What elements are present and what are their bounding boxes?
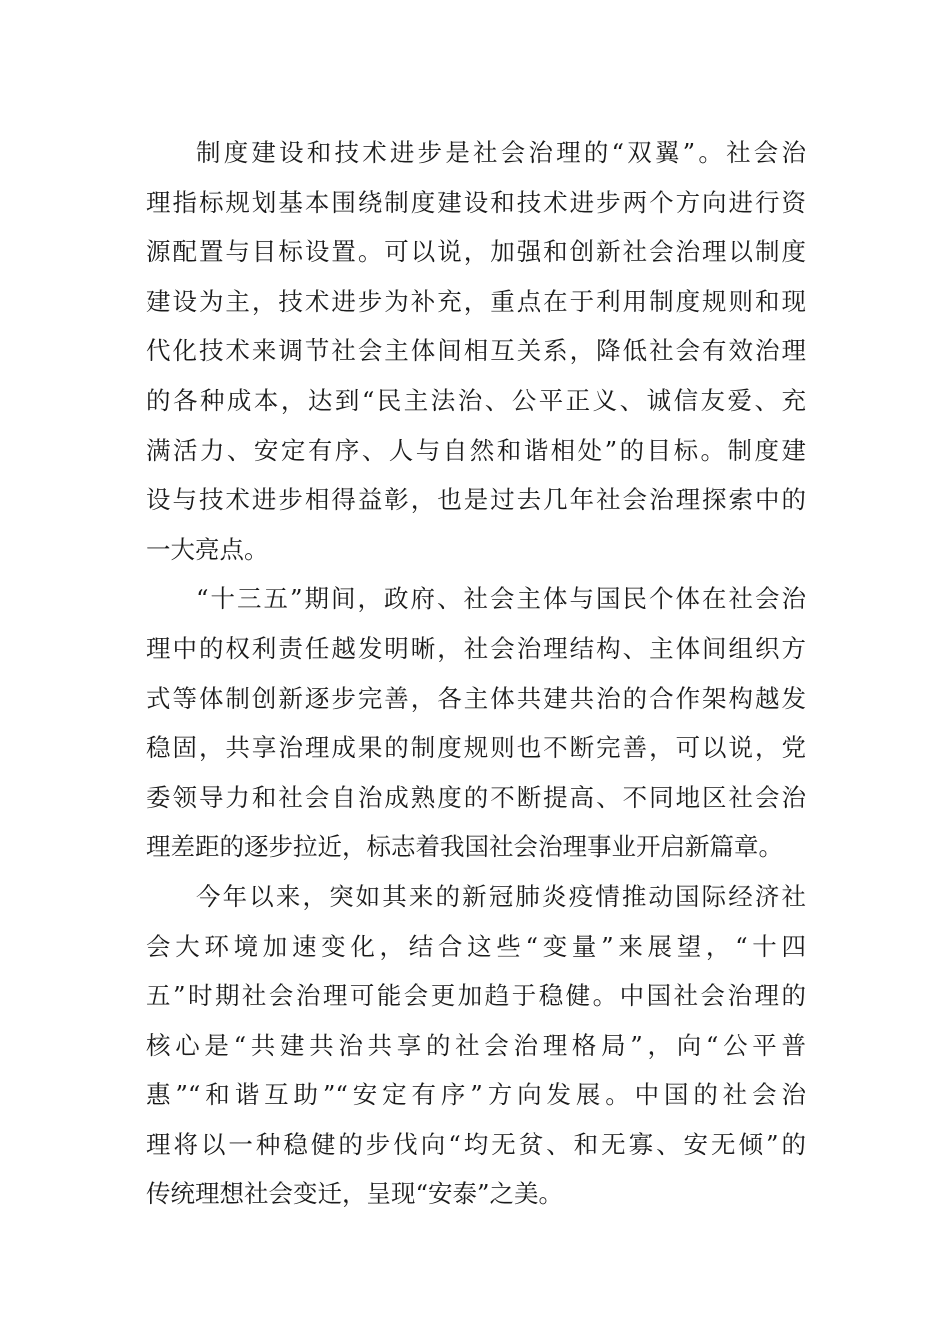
paragraph-line: 传统理想社会变迁，呈现“安泰”之美。 — [146, 1179, 564, 1209]
paragraph-line: 理将以一种稳健的步伐向“均无贫、和无寡、安无倾”的 — [146, 1129, 806, 1159]
paragraph-2 — [146, 574, 806, 872]
paragraph-line: 式等体制创新逐步完善，各主体共建共治的合作架构越发 — [146, 683, 806, 713]
paragraph-line: 会大环境加速变化，结合这些“变量”来展望，“十四 — [146, 931, 806, 961]
paragraph-line: 理差距的逐步拉近，标志着我国社会治理事业开启新篇章。 — [146, 832, 783, 862]
paragraph-line: 理中的权利责任越发明晰，社会治理结构、主体间组织方 — [146, 633, 806, 663]
paragraph-line: 设与技术进步相得益彰，也是过去几年社会治理探索中的 — [146, 485, 806, 515]
paragraph-line: “十三五”期间，政府、社会主体与国民个体在社会治 — [196, 584, 806, 614]
paragraph-line: 核心是“共建共治共享的社会治理格局”，向“公平普 — [146, 1030, 806, 1060]
article-body — [146, 128, 806, 1219]
paragraph-line: 满活力、安定有序、人与自然和谐相处”的目标。制度建 — [146, 435, 806, 465]
paragraph-line: 代化技术来调节社会主体间相互关系，降低社会有效治理 — [146, 336, 806, 366]
paragraph-line: 委领导力和社会自治成熟度的不断提高、不同地区社会治 — [146, 782, 806, 812]
paragraph-1 — [146, 128, 806, 574]
paragraph-3 — [146, 872, 806, 1219]
paragraph-line: 稳固，共享治理成果的制度规则也不断完善，可以说，党 — [146, 733, 806, 763]
paragraph-line: 制度建设和技术进步是社会治理的“双翼”。社会治 — [196, 138, 806, 167]
paragraph-line: 今年以来，突如其来的新冠肺炎疫情推动国际经济社 — [196, 881, 806, 911]
paragraph-line: 五”时期社会治理可能会更加趋于稳健。中国社会治理的 — [146, 981, 806, 1011]
paragraph-line: 建设为主，技术进步为补充，重点在于利用制度规则和现 — [146, 286, 806, 316]
paragraph-line: 源配置与目标设置。可以说，加强和创新社会治理以制度 — [146, 237, 806, 267]
paragraph-line: 的各种成本，达到“民主法治、公平正义、诚信友爱、充 — [146, 385, 806, 415]
paragraph-line: 理指标规划基本围绕制度建设和技术进步两个方向进行资 — [146, 187, 806, 217]
paragraph-line: 惠”“和谐互助”“安定有序”方向发展。中国的社会治 — [146, 1080, 806, 1110]
paragraph-line: 一大亮点。 — [146, 534, 269, 564]
